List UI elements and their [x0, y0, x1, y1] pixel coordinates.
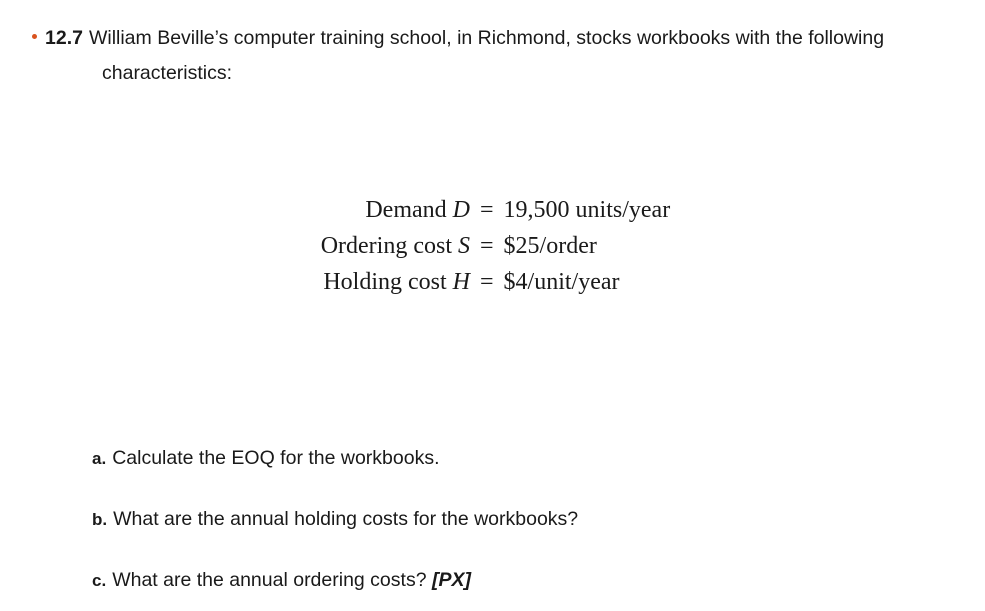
equation-block — [290, 192, 670, 300]
equation-label: Ordering cost S — [320, 233, 470, 259]
equation-label: Demand D — [365, 197, 470, 223]
equation-row-ordering-cost — [290, 228, 670, 264]
question-letter: c. — [92, 571, 107, 590]
equation-value: $25/order — [503, 233, 597, 259]
equation-variable: H — [452, 269, 470, 295]
problem-header — [32, 18, 972, 58]
problem-intro-continued: characteristics: — [102, 62, 233, 84]
problem-number: 12.7 — [45, 27, 83, 49]
equation-variable: S — [458, 233, 470, 259]
equation-row-demand — [290, 192, 670, 228]
question-tag: [PX] — [431, 569, 471, 591]
problem-intro: William Beville’s computer training school, in Richmond, stocks workbooks with the following — [88, 27, 885, 49]
question-b — [92, 505, 578, 534]
equals-sign: = — [480, 197, 494, 223]
equation-value: 19,500 units/year — [503, 197, 671, 223]
question-letter: b. — [92, 510, 108, 529]
equation-label: Holding cost H — [323, 269, 470, 295]
bullet-icon — [32, 34, 37, 39]
question-text: What are the annual ordering costs? — [112, 569, 427, 591]
question-a — [92, 444, 440, 473]
equals-sign: = — [480, 233, 494, 259]
question-text: Calculate the EOQ for the workbooks. — [112, 447, 440, 469]
equation-value: $4/unit/year — [503, 269, 620, 295]
question-letter: a. — [92, 449, 107, 468]
question-text: What are the annual holding costs for the workbooks? — [113, 508, 579, 530]
equation-variable: D — [452, 197, 470, 223]
equals-sign: = — [480, 269, 494, 295]
equation-row-holding-cost — [290, 264, 670, 300]
question-c — [92, 566, 471, 595]
